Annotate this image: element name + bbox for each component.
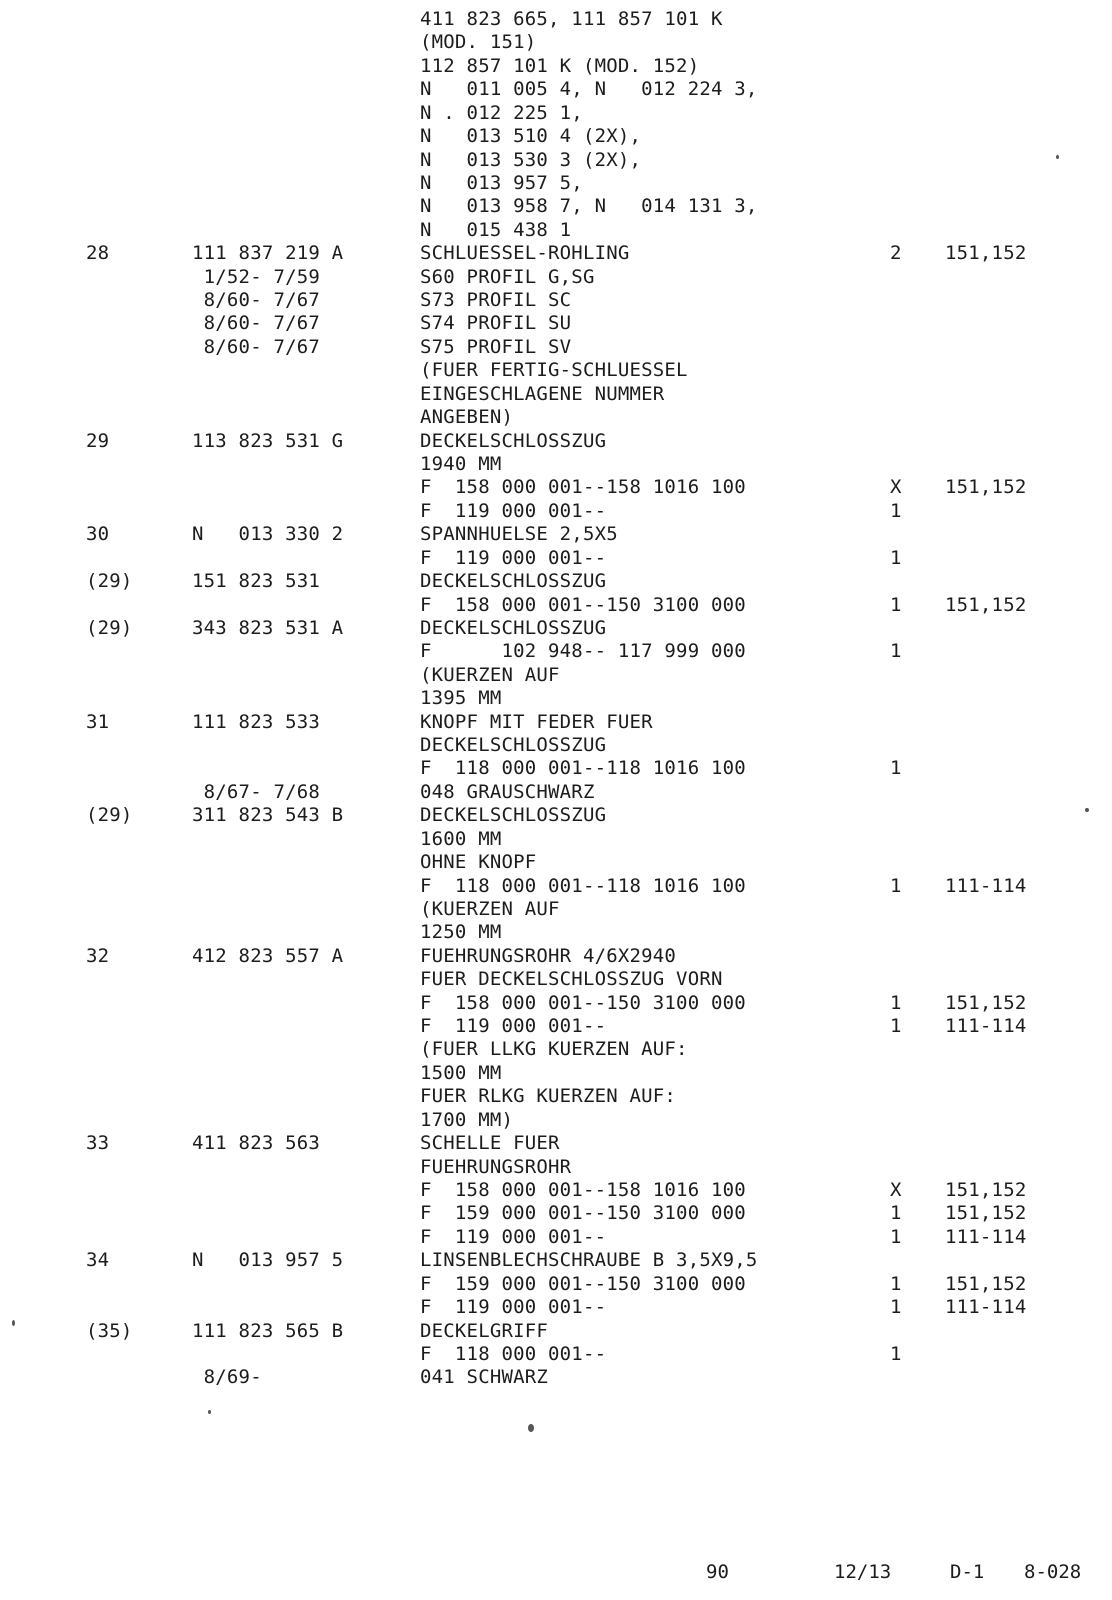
scan-speck [12, 1320, 15, 1326]
part-number: 151 823 531 [192, 570, 321, 593]
description: SPANNHUELSE 2,5X5 [420, 523, 618, 546]
catalog-row [0, 195, 1112, 218]
catalog-row [0, 78, 1112, 101]
catalog-row [0, 968, 1112, 991]
quantity: 1 [890, 640, 902, 663]
page-number: 90 [706, 1561, 729, 1583]
description: F 119 000 001-- [420, 499, 607, 522]
catalog-row [0, 687, 1112, 710]
item-number: 30 [86, 523, 110, 546]
description: (MOD. 151) [420, 31, 537, 54]
catalog-row [0, 359, 1112, 382]
description: N 013 958 7, N 014 131 3, [420, 195, 758, 218]
description: F 158 000 001--150 3100 000 [420, 593, 746, 616]
description: F 159 000 001--150 3100 000 [420, 1272, 746, 1295]
description: SCHELLE FUER [420, 1132, 560, 1155]
description: N 013 957 5, [420, 171, 583, 194]
description: S74 PROFIL SU [420, 312, 572, 335]
quantity: 1 [890, 874, 902, 897]
catalog-row [0, 55, 1112, 78]
catalog-row [0, 1226, 1112, 1249]
part-number: 1/52- 7/59 [192, 265, 321, 288]
description: DECKELGRIFF [420, 1319, 549, 1342]
catalog-row [0, 781, 1112, 804]
item-number: 32 [86, 944, 110, 967]
description: 411 823 665, 111 857 101 K [420, 8, 723, 30]
part-number: N 013 957 5 [192, 1249, 344, 1272]
catalog-row [0, 1132, 1112, 1155]
description: EINGESCHLAGENE NUMMER [420, 382, 665, 405]
catalog-row [0, 242, 1112, 265]
part-number: N 013 330 2 [192, 523, 344, 546]
quantity: 1 [890, 1342, 902, 1365]
item-number: 28 [86, 242, 110, 265]
catalog-row [0, 523, 1112, 546]
description: SCHLUESSEL-ROHLING [420, 242, 630, 265]
description: (FUER LLKG KUERZEN AUF: [420, 1038, 688, 1061]
description: F 158 000 001--158 1016 100 [420, 1179, 746, 1201]
model-applicability: 151,152 [945, 593, 1027, 616]
model-applicability: 151,152 [945, 1272, 1027, 1295]
catalog-row [0, 851, 1112, 874]
catalog-row [0, 898, 1112, 921]
quantity: 1 [890, 546, 902, 569]
catalog-row [0, 500, 1112, 523]
item-number: 33 [86, 1132, 110, 1155]
description: N 013 510 4 (2X), [420, 125, 642, 148]
model-applicability: 111-114 [945, 1296, 1027, 1319]
description: LINSENBLECHSCHRAUBE B 3,5X9,5 [420, 1249, 758, 1272]
catalog-row [0, 406, 1112, 429]
description: DECKELSCHLOSSZUG [420, 616, 607, 639]
scan-speck [1085, 808, 1089, 812]
catalog-row [0, 547, 1112, 570]
model-applicability: 151,152 [945, 242, 1027, 265]
model-applicability: 111-114 [945, 874, 1027, 897]
catalog-row [0, 875, 1112, 898]
model-applicability: 111-114 [945, 1225, 1027, 1248]
item-number: (29) [86, 804, 133, 827]
description: F 118 000 001--118 1016 100 [420, 874, 746, 897]
model-applicability: 151,152 [945, 476, 1027, 499]
model-applicability: 151,152 [945, 1202, 1027, 1225]
quantity: 1 [890, 1015, 902, 1038]
catalog-row [0, 1343, 1112, 1366]
issue-date: 12/13 [834, 1561, 892, 1583]
part-number: 8/60- 7/67 [192, 312, 321, 335]
quantity: 1 [890, 1202, 902, 1225]
page-footer [0, 1561, 1112, 1587]
catalog-row [0, 219, 1112, 242]
quantity: X [890, 1179, 902, 1201]
part-number: 113 823 531 G [192, 429, 344, 452]
quantity: 1 [890, 1272, 902, 1295]
catalog-row [0, 1085, 1112, 1108]
part-number: 8/60- 7/67 [192, 335, 321, 358]
section-code: D-1 [950, 1561, 985, 1583]
description: N 015 438 1 [420, 218, 572, 241]
part-number: 8/69- [192, 1366, 262, 1389]
catalog-row [0, 804, 1112, 827]
catalog-row [0, 125, 1112, 148]
catalog-row [0, 664, 1112, 687]
description: DECKELSCHLOSSZUG [420, 429, 607, 452]
description: F 158 000 001--158 1016 100 [420, 476, 746, 499]
description: 1600 MM [420, 827, 502, 850]
quantity: X [890, 476, 902, 499]
description: 1700 MM) [420, 1108, 514, 1131]
item-number: 31 [86, 710, 110, 733]
catalog-row [0, 312, 1112, 335]
catalog-row [0, 172, 1112, 195]
quantity: 1 [890, 757, 902, 780]
catalog-row [0, 921, 1112, 944]
quantity: 1 [890, 1225, 902, 1248]
catalog-row [0, 1179, 1112, 1202]
catalog-row [0, 1296, 1112, 1319]
catalog-row [0, 640, 1112, 663]
description: F 158 000 001--150 3100 000 [420, 991, 746, 1014]
description: F 119 000 001-- [420, 1015, 607, 1038]
description: F 102 948-- 117 999 000 [420, 640, 746, 663]
catalog-row [0, 430, 1112, 453]
quantity: 1 [890, 593, 902, 616]
catalog-row [0, 1156, 1112, 1179]
catalog-row [0, 757, 1112, 780]
description: OHNE KNOPF [420, 851, 537, 874]
description: FUER RLKG KUERZEN AUF: [420, 1085, 677, 1108]
catalog-row [0, 453, 1112, 476]
catalog-row [0, 266, 1112, 289]
scan-speck [1056, 155, 1059, 159]
model-applicability: 151,152 [945, 991, 1027, 1014]
catalog-row [0, 1249, 1112, 1272]
description: N 013 530 3 (2X), [420, 148, 642, 171]
description: 041 SCHWARZ [420, 1366, 549, 1389]
catalog-row [0, 992, 1112, 1015]
part-number: 111 837 219 A [192, 242, 344, 265]
part-number: 8/60- 7/67 [192, 289, 321, 312]
description: FUER DECKELSCHLOSSZUG VORN [420, 968, 723, 991]
part-number: 343 823 531 A [192, 616, 344, 639]
description: DECKELSCHLOSSZUG [420, 734, 607, 757]
part-number: 412 823 557 A [192, 944, 344, 967]
description: FUEHRUNGSROHR [420, 1155, 572, 1178]
catalog-row [0, 336, 1112, 359]
model-applicability: 151,152 [945, 1179, 1027, 1201]
description: S73 PROFIL SC [420, 289, 572, 312]
description: N . 012 225 1, [420, 101, 583, 124]
catalog-row [0, 570, 1112, 593]
part-number: 111 823 533 [192, 710, 321, 733]
description: 1395 MM [420, 687, 502, 710]
catalog-row [0, 617, 1112, 640]
group-code: 8-028 [1024, 1561, 1082, 1583]
catalog-row [0, 1202, 1112, 1225]
catalog-row [0, 1015, 1112, 1038]
catalog-row [0, 1109, 1112, 1132]
quantity: 1 [890, 991, 902, 1014]
description: 1940 MM [420, 452, 502, 475]
description: F 159 000 001--150 3100 000 [420, 1202, 746, 1225]
item-number: 34 [86, 1249, 110, 1272]
quantity: 2 [890, 242, 902, 265]
quantity: 1 [890, 499, 902, 522]
description: 112 857 101 K (MOD. 152) [420, 54, 700, 77]
catalog-row [0, 711, 1112, 734]
description: 1250 MM [420, 921, 502, 944]
scan-speck [528, 1424, 534, 1432]
catalog-row [0, 828, 1112, 851]
catalog-row [0, 1038, 1112, 1061]
catalog-row [0, 383, 1112, 406]
catalog-row [0, 594, 1112, 617]
catalog-row [0, 149, 1112, 172]
catalog-row [0, 476, 1112, 499]
part-number: 411 823 563 [192, 1132, 321, 1155]
description: 1500 MM [420, 1061, 502, 1084]
item-number: (29) [86, 616, 133, 639]
description: 048 GRAUSCHWARZ [420, 780, 595, 803]
part-number: 8/67- 7/68 [192, 780, 321, 803]
description: DECKELSCHLOSSZUG [420, 804, 607, 827]
description: F 118 000 001-- [420, 1342, 607, 1365]
description: DECKELSCHLOSSZUG [420, 570, 607, 593]
catalog-row [0, 734, 1112, 757]
catalog-row [0, 289, 1112, 312]
description: FUEHRUNGSROHR 4/6X2940 [420, 944, 677, 967]
catalog-row [0, 31, 1112, 54]
description: (KUERZEN AUF [420, 897, 560, 920]
model-applicability: 111-114 [945, 1015, 1027, 1038]
catalog-row [0, 1320, 1112, 1343]
description: F 119 000 001-- [420, 1296, 607, 1319]
description: F 119 000 001-- [420, 546, 607, 569]
catalog-row [0, 8, 1112, 31]
description: S75 PROFIL SV [420, 335, 572, 358]
description: ANGEBEN) [420, 406, 514, 429]
part-number: 111 823 565 B [192, 1319, 344, 1342]
catalog-row [0, 102, 1112, 125]
description: S60 PROFIL G,SG [420, 265, 595, 288]
description: KNOPF MIT FEDER FUER [420, 710, 653, 733]
part-number: 311 823 543 B [192, 804, 344, 827]
description: (KUERZEN AUF [420, 663, 560, 686]
item-number: 29 [86, 429, 110, 452]
description: F 118 000 001--118 1016 100 [420, 757, 746, 780]
catalog-row [0, 1062, 1112, 1085]
item-number: (29) [86, 570, 133, 593]
catalog-row [0, 1273, 1112, 1296]
catalog-row [0, 1366, 1112, 1389]
description: N 011 005 4, N 012 224 3, [420, 78, 758, 101]
scan-speck [208, 1410, 211, 1414]
catalog-row [0, 945, 1112, 968]
description: (FUER FERTIG-SCHLUESSEL [420, 359, 688, 382]
quantity: 1 [890, 1296, 902, 1319]
item-number: (35) [86, 1319, 133, 1342]
description: F 119 000 001-- [420, 1225, 607, 1248]
